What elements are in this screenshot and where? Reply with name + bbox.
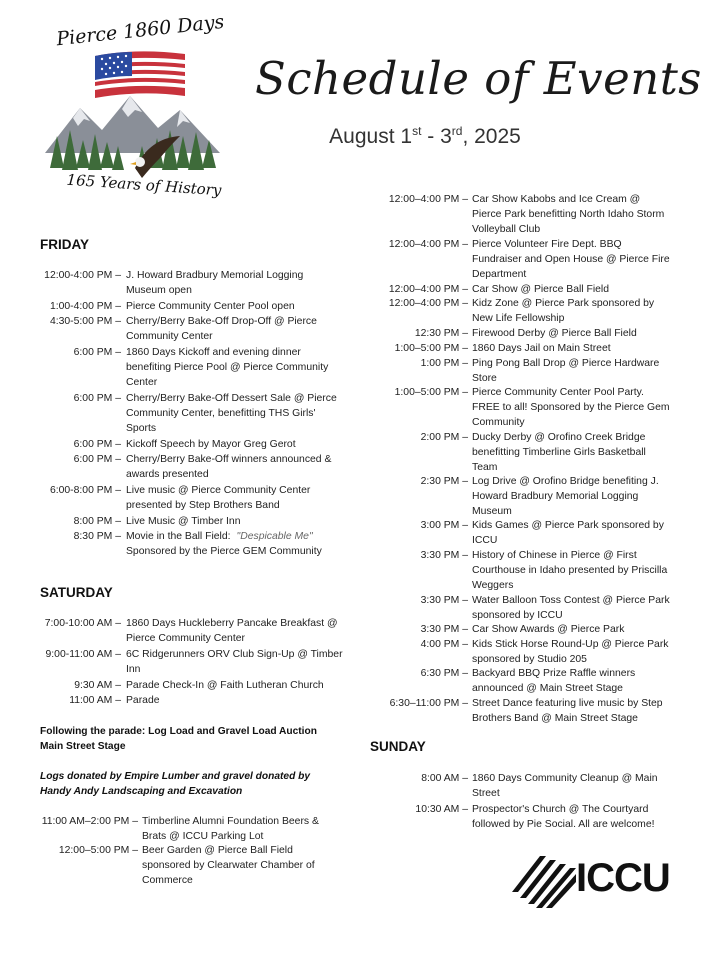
event-description	[126, 299, 346, 314]
event-time: 9:30 AM –	[74, 680, 121, 691]
event-description-text: Car Show Kabobs and Ice Cream @ Pierce Park benefitting North Idaho Storm Volleyball Club	[472, 194, 665, 236]
event-description-text: Pierce Volunteer Fire Dept. BBQ Fundraiser and Open House @ Pierce Fire Department	[472, 239, 670, 281]
event-time: 3:30 PM –	[420, 550, 468, 561]
event-time: 11:00 AM–2:00 PM –	[41, 816, 138, 827]
event-description-text: 1860 Days Community Cleanup @ Main Street	[472, 773, 658, 800]
event-time: 6:00 PM –	[73, 393, 121, 404]
event-description-text: J. Howard Bradbury Memorial Logging Museum open	[126, 270, 304, 297]
event-description-text: 6C Ridgerunners ORV Club Sign-Up @ Timber Inn	[126, 649, 343, 676]
event-description-text: Cherry/Berry Bake-Off Dessert Sale @ Pierce Community Center, benefitting THS Girls' Sports	[126, 393, 337, 435]
event-description-text: Water Balloon Toss Contest @ Pierce Park sponsored by ICCU	[472, 595, 670, 622]
event-time: 1:00–5:00 PM –	[394, 387, 468, 398]
event-time: 2:30 PM –	[420, 476, 468, 487]
event-time: 6:00-8:00 PM –	[49, 485, 121, 496]
iccu-logo	[510, 852, 685, 908]
event-description-text: Beer Garden @ Pierce Ball Field sponsored by Clearwater Chamber of Commerce	[142, 845, 315, 887]
event-description-text: Backyard BBQ Prize Raffle winners announced @ Main Street Stage	[472, 668, 636, 695]
event-time: 12:00–4:00 PM –	[388, 194, 468, 205]
event-time: 3:30 PM –	[420, 624, 468, 635]
event-description	[472, 326, 672, 341]
event-description-text: Log Drive @ Orofino Bridge benefiting J. Howard Bradbury Memorial Logging Museum	[472, 476, 659, 518]
event-description-text: Ping Pong Ball Drop @ Pierce Hardware Store	[472, 358, 660, 385]
event-description	[126, 647, 346, 677]
event-dates: August 1st - 3rd, 2025	[329, 124, 521, 148]
event-description	[126, 268, 346, 298]
event-description-text: Kids Games @ Pierce Park sponsored by ICCU	[472, 520, 664, 547]
event-description-text: Cherry/Berry Bake-Off Drop-Off @ Pierce Community Center	[126, 316, 317, 343]
event-description-text: Kids Stick Horse Round-Up @ Pierce Park sponsored by Studio 205	[472, 639, 669, 666]
event-description-text: Pierce Community Center Pool Party. FREE to all! Sponsored by the Pierce Gem Community	[472, 387, 670, 429]
event-description-text: Street Dance featuring live music by Step Brothers Band @ Main Street Stage	[472, 698, 663, 725]
event-time: 8:00 PM –	[73, 516, 121, 527]
event-time: 3:30 PM –	[420, 595, 468, 606]
event-time: 6:00 PM –	[73, 347, 121, 358]
event-description-text: Ducky Derby @ Orofino Creek Bridge benefitting Timberline Girls Basketball Team	[472, 432, 646, 474]
event-time: 8:30 PM –	[73, 531, 121, 542]
event-time: 9:00-11:00 AM –	[45, 649, 121, 660]
event-description	[472, 282, 672, 297]
event-description	[472, 548, 672, 594]
event-description	[472, 518, 672, 548]
event-description	[472, 666, 672, 696]
event-time: 11:00 AM –	[69, 695, 121, 706]
event-time: 4:00 PM –	[420, 639, 468, 650]
event-time: 6:00 PM –	[73, 439, 121, 450]
event-description	[472, 696, 672, 726]
event-time: 7:00-10:00 AM –	[44, 618, 121, 629]
donation-note: Logs donated by Empire Lumber and gravel donated by Handy Andy Landscaping and Excavation	[40, 771, 311, 798]
event-time: 6:30 PM –	[420, 668, 468, 679]
event-description	[126, 529, 346, 559]
event-time: 10:30 AM –	[415, 804, 468, 815]
event-description	[126, 514, 346, 529]
event-time: 1:00 PM –	[420, 358, 468, 369]
event-description-text: Car Show @ Pierce Ball Field	[472, 284, 610, 295]
event-time: 12:00–4:00 PM –	[388, 298, 468, 309]
event-time: 6:00 PM –	[73, 454, 121, 465]
iccu-wordmark: ICCU	[576, 856, 670, 900]
event-description-text: History of Chinese in Pierce @ First Courthouse in Idaho presented by Priscilla Weggers	[472, 550, 668, 592]
event-time: 12:00–4:00 PM –	[388, 284, 468, 295]
event-description-text: 1860 Days Jail on Main Street	[472, 343, 611, 354]
event-time: 6:30–11:00 PM –	[389, 698, 468, 709]
event-description	[126, 314, 346, 344]
american-flag-icon	[95, 51, 185, 98]
event-time: 1:00-4:00 PM –	[49, 301, 121, 312]
event-time: 12:00-4:00 PM –	[44, 270, 121, 281]
event-description	[472, 637, 672, 667]
iccu-stripes-icon	[510, 852, 580, 908]
event-description-text: Movie in the Ball Field:	[126, 531, 231, 542]
event-description	[126, 483, 346, 513]
event-description	[142, 843, 322, 889]
event-description	[126, 437, 346, 452]
event-time: 2:00 PM –	[420, 432, 468, 443]
movie-title: "Despicable Me"	[236, 531, 313, 542]
event-description	[472, 296, 672, 326]
event-description	[126, 452, 346, 482]
event-description-text: Car Show Awards @ Pierce Park	[472, 624, 625, 635]
event-description-text: Pierce Community Center Pool open	[126, 301, 295, 312]
event-description	[126, 693, 346, 708]
event-description	[472, 192, 672, 238]
sunday-heading: SUNDAY	[370, 739, 426, 754]
event-description	[126, 345, 346, 391]
event-description-text: Firewood Derby @ Pierce Ball Field	[472, 328, 637, 339]
event-time: 12:00–4:00 PM –	[388, 239, 468, 250]
event-description	[472, 356, 672, 386]
event-description-text: Live music @ Pierce Community Center presented by Step Brothers Band	[126, 485, 311, 512]
event-time: 3:00 PM –	[420, 520, 468, 531]
event-description-text: 1860 Days Kickoff and evening dinner benefiting Pierce Pool @ Pierce Community Center	[126, 347, 329, 389]
event-description	[126, 616, 346, 646]
event-description-text: Live Music @ Timber Inn	[126, 516, 241, 527]
event-description-text: Timberline Alumni Foundation Beers & Brats @ ICCU Parking Lot	[142, 816, 319, 843]
event-sponsor-line: Sponsored by the Pierce GEM Community	[126, 546, 322, 558]
event-description	[126, 391, 346, 437]
event-description	[472, 771, 672, 801]
page-title: Schedule of Events	[255, 52, 702, 105]
event-time: 8:00 AM –	[421, 773, 468, 784]
event-description-text: Kidz Zone @ Pierce Park sponsored by New Life Fellowship	[472, 298, 655, 325]
event-description	[142, 814, 322, 844]
event-description-text: Parade	[126, 695, 160, 706]
event-description	[472, 622, 672, 637]
event-description-text: Prospector's Church @ The Courtyard followed by Pie Social. All are welcome!	[472, 804, 655, 831]
logo-top-text: Pierce 1860 Days	[55, 10, 226, 51]
event-description	[472, 802, 672, 832]
event-time: 12:00–5:00 PM –	[58, 845, 138, 856]
event-description-text: Kickoff Speech by Mayor Greg Gerot	[126, 439, 296, 450]
logo-bottom-text: 165 Years of History	[66, 170, 222, 200]
friday-heading: FRIDAY	[40, 237, 90, 252]
saturday-heading: SATURDAY	[40, 585, 113, 600]
event-time: 4:30-5:00 PM –	[49, 316, 121, 327]
event-description	[472, 385, 672, 431]
event-description	[472, 593, 672, 623]
event-description-text: 1860 Days Huckleberry Pancake Breakfast @ Pierce Community Center	[126, 618, 338, 645]
event-description	[126, 678, 346, 693]
event-description	[472, 237, 672, 283]
event-description-text: Cherry/Berry Bake-Off winners announced & awards presented	[126, 454, 332, 481]
event-description	[472, 474, 672, 520]
event-description	[472, 430, 672, 476]
event-description	[472, 341, 672, 356]
event-time: 12:30 PM –	[414, 328, 468, 339]
parade-auction-note: Following the parade: Log Load and Gravel Load Auction Main Street Stage	[40, 726, 317, 753]
event-time: 1:00–5:00 PM –	[394, 343, 468, 354]
event-description-text: Parade Check-In @ Faith Lutheran Church	[126, 680, 324, 691]
